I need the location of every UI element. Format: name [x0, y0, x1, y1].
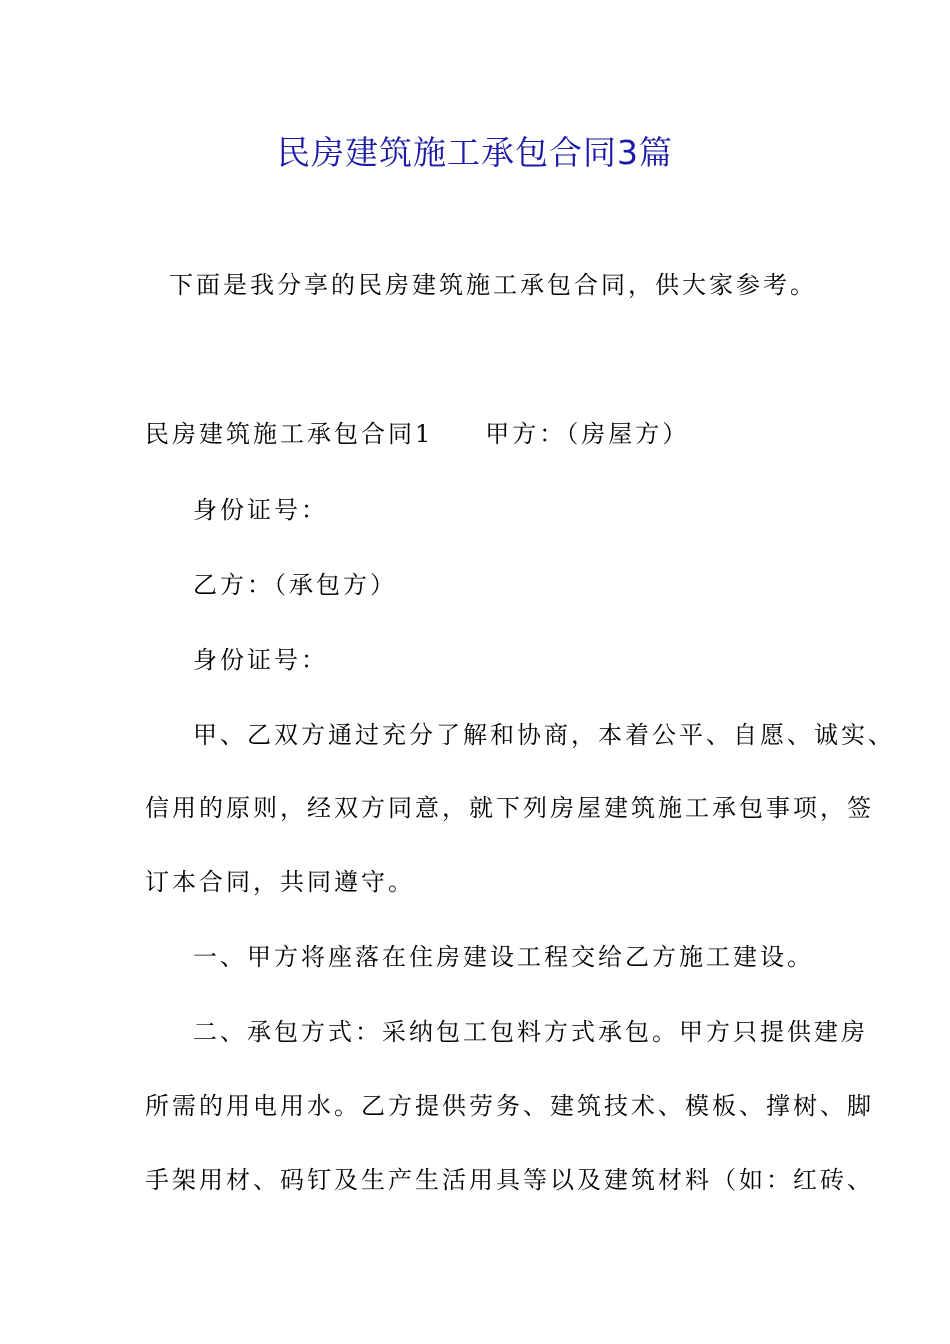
clause-2-line: 二、承包方式：采纳包工包料方式承包。甲方只提供建房 [193, 1018, 868, 1046]
party-a-label: 甲方：（房屋方） [485, 420, 690, 448]
document-title: 民房建筑施工承包合同3篇 [277, 133, 673, 172]
agreement-paragraph-line: 甲、乙双方通过充分了解和协商，本着公平、自愿、诚实、 [193, 721, 895, 749]
section-heading: 民房建筑施工承包合同1 [145, 420, 434, 448]
clause-2-line: 所需的用电用水。乙方提供劳务、建筑技术、模板、撑树、脚 [145, 1092, 874, 1120]
clause-1: 一、甲方将座落在住房建设工程交给乙方施工建设。 [193, 943, 814, 971]
party-a-id-label: 身份证号： [193, 496, 328, 524]
party-b-id-label: 身份证号： [193, 646, 328, 674]
section-heading-line [145, 414, 835, 454]
party-b-label: 乙方：（承包方） [193, 571, 397, 599]
agreement-paragraph-line: 信用的原则，经双方同意，就下列房屋建筑施工承包事项，签 [145, 794, 874, 822]
clause-2-line: 手架用材、码钉及生产生活用具等以及建筑材料（如：红砖、 [145, 1166, 874, 1194]
intro-paragraph: 下面是我分享的民房建筑施工承包合同，供大家参考。 [169, 271, 817, 299]
agreement-paragraph-line: 订本合同，共同遵守。 [145, 868, 415, 896]
